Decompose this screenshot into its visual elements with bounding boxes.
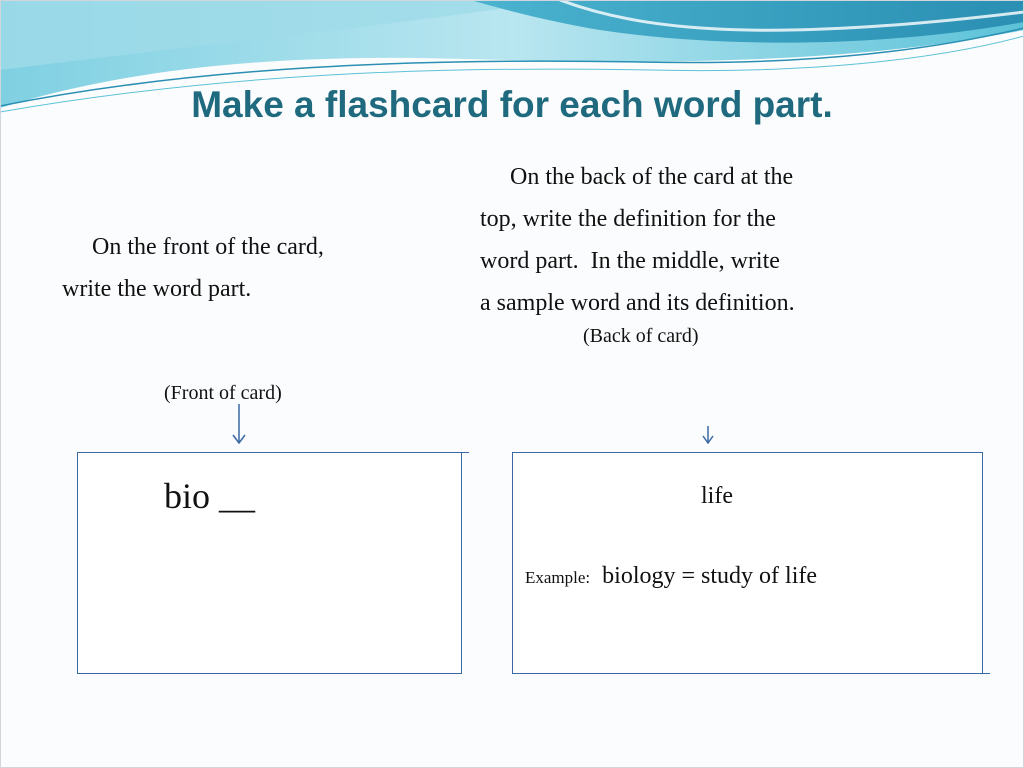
- front-instructions: [62, 226, 442, 310]
- front-flashcard: [77, 452, 462, 674]
- arrow-down-icon: [700, 426, 716, 446]
- back-instruction-line: On the back of the card at the: [480, 164, 794, 190]
- back-instructions: [480, 156, 940, 324]
- back-instruction-line: word part. In the middle, write: [480, 248, 780, 274]
- back-instruction-line: top, write the definition for the: [480, 206, 776, 232]
- card-example: [525, 563, 817, 590]
- back-card-caption: (Back of card): [583, 325, 699, 347]
- arrow-down-icon: [229, 404, 249, 446]
- example-label: Example:: [525, 568, 591, 587]
- back-flashcard: [512, 452, 983, 674]
- card-edge-line: [512, 673, 990, 674]
- card-word-part: bio __: [164, 476, 256, 516]
- front-instruction-line: write the word part.: [62, 276, 252, 302]
- front-card-caption: (Front of card): [164, 382, 282, 404]
- card-definition: life: [701, 483, 733, 509]
- front-instruction-line: On the front of the card,: [62, 234, 324, 260]
- example-text: biology = study of life: [602, 563, 818, 589]
- back-instruction-line: a sample word and its definition.: [480, 290, 795, 316]
- slide-title: Make a flashcard for each word part.: [191, 84, 833, 125]
- card-edge-line: [77, 452, 469, 453]
